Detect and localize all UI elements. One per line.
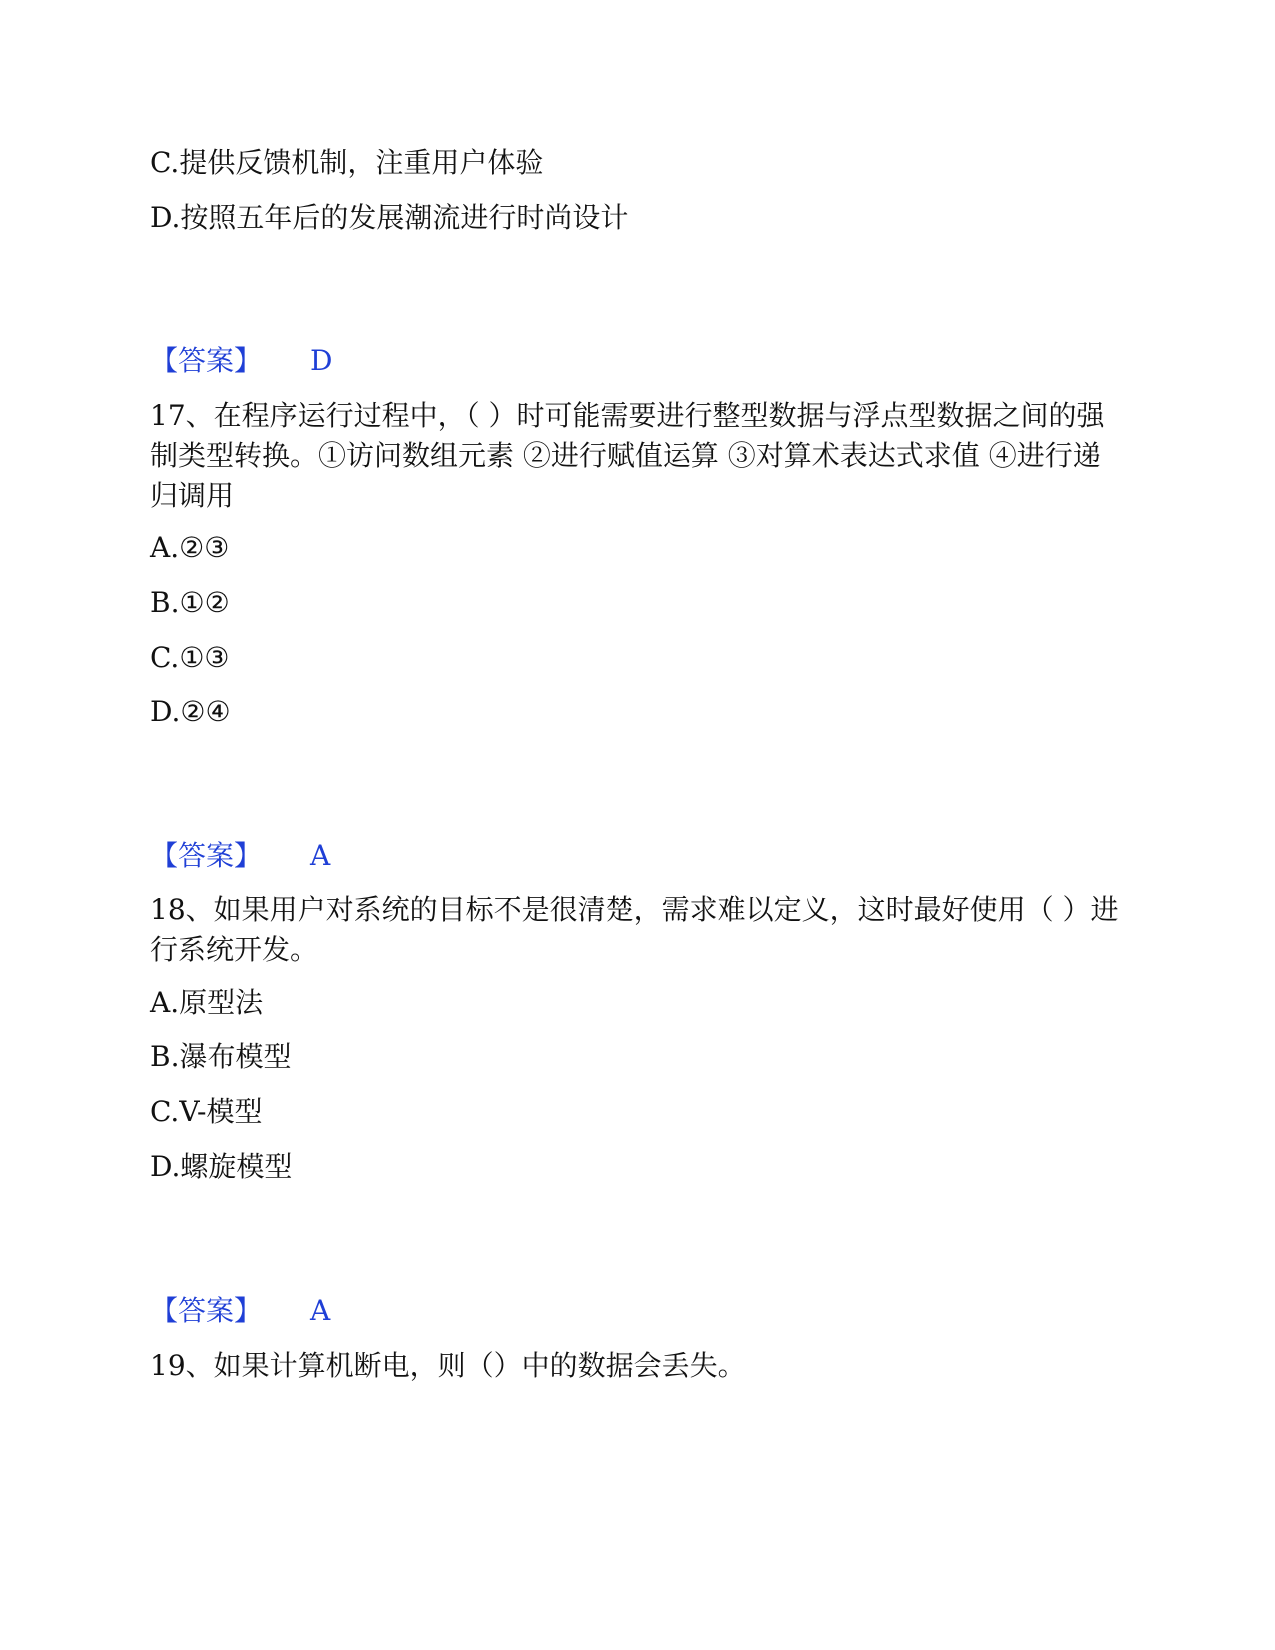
answer-label: 【答案】: [150, 344, 263, 377]
answer-value: A: [310, 1294, 331, 1327]
q16-option-d: D.按照五年后的发展潮流进行时尚设计: [150, 201, 629, 234]
q19-stem: 19、如果计算机断电，则（）中的数据会丢失。: [150, 1349, 746, 1382]
answer-label: 【答案】: [150, 1294, 263, 1327]
q18-stem: 18、如果用户对系统的目标不是很清楚，需求难以定义，这时最好使用（ ）进行系统开发。: [150, 893, 1119, 966]
q16-option-c: C.提供反馈机制，注重用户体验: [150, 146, 544, 179]
q18-option-c: C.V-模型: [150, 1095, 263, 1128]
q17-option-a: A.②③: [150, 531, 230, 564]
q18-option-a: A.原型法: [150, 986, 264, 1019]
q18-option-d: D.螺旋模型: [150, 1150, 293, 1183]
answer-value: D: [310, 344, 333, 377]
q16-answer: [150, 346, 332, 376]
answer-value: A: [310, 839, 331, 872]
answer-label: 【答案】: [150, 839, 263, 872]
q18-answer: [150, 1296, 330, 1326]
q17-option-c: C.①③: [150, 641, 230, 674]
q17-stem: 17、在程序运行过程中，（ ）时可能需要进行整型数据与浮点型数据之间的强制类型转换。①访问数组元素 ②进行赋值运算 ③对算术表达式求值 ④进行递归调用: [150, 399, 1105, 512]
q17-option-d: D.②④: [150, 695, 231, 728]
q17-option-b: B.①②: [150, 586, 230, 619]
q17-answer: [150, 841, 330, 871]
q18-option-b: B.瀑布模型: [150, 1040, 292, 1073]
